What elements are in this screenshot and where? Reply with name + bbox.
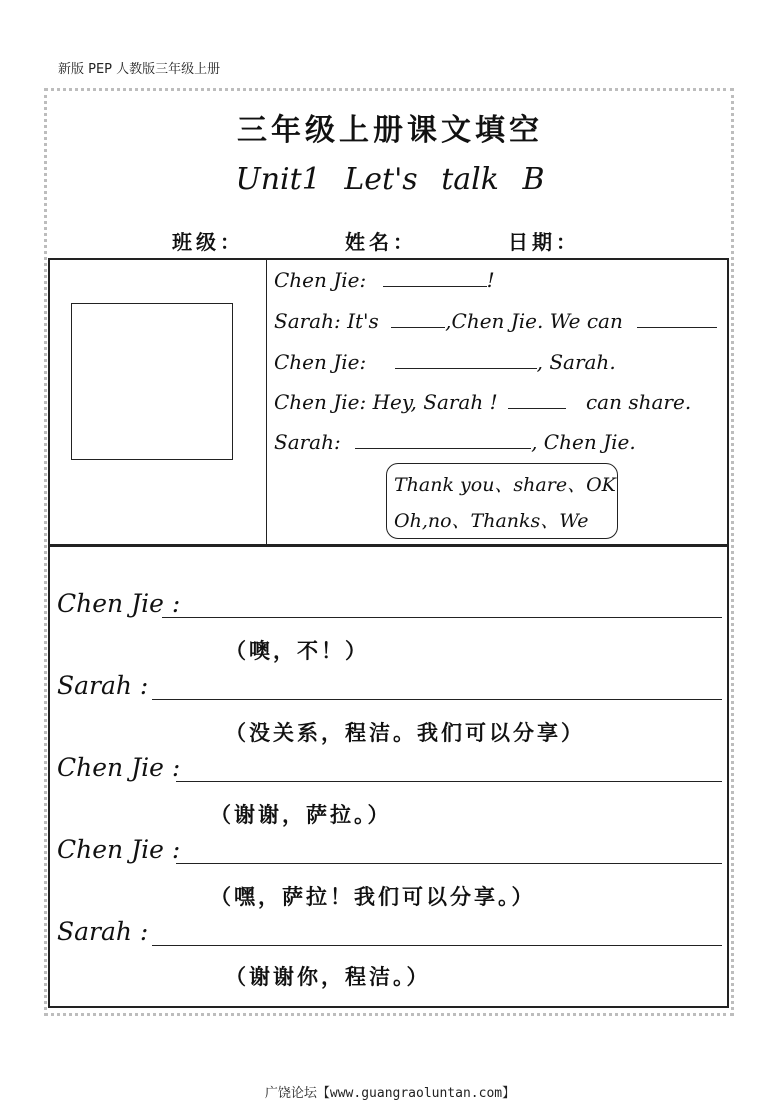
word-bank-line-2: Oh,no、Thanks、We	[394, 510, 589, 532]
chinese-hint: （谢谢你，程洁。）	[225, 964, 431, 989]
translation-section	[48, 545, 729, 1008]
header-note: 新版 PEP 人教版三年级上册	[58, 62, 221, 77]
page-title: 三年级上册课文填空	[237, 113, 543, 148]
answer-blank[interactable]	[355, 430, 531, 449]
answer-line[interactable]	[176, 863, 722, 864]
chinese-hint: （嘿，萨拉！我们可以分享。）	[210, 884, 536, 909]
dialog-tail: , Chen Jie.	[531, 430, 636, 454]
answer-line[interactable]	[162, 617, 722, 618]
chinese-hint: （谢谢，萨拉。）	[210, 802, 392, 827]
word-bank	[386, 463, 618, 539]
answer-blank[interactable]	[395, 350, 537, 369]
class-label: 班级：	[172, 230, 244, 254]
dialog-tail: , Sarah.	[536, 350, 616, 374]
answer-blank[interactable]	[508, 390, 566, 409]
dialog-line-5	[274, 430, 636, 454]
dialog-speaker: Chen Jie: Hey, Sarah !	[274, 390, 498, 414]
dialog-line-1	[274, 268, 495, 292]
chinese-hint: （没关系，程洁。我们可以分享）	[225, 720, 585, 745]
dialog-line-4	[274, 390, 691, 414]
dialog-section	[48, 258, 729, 546]
answer-blank[interactable]	[637, 309, 717, 328]
picture-box	[71, 303, 233, 460]
name-label: 姓名：	[345, 230, 417, 254]
page-subtitle: Unit1 Let's talk B	[235, 162, 545, 197]
dialog-tail: can share.	[585, 390, 692, 414]
footer-source: 广饶论坛【www.guangraoluntan.com】	[264, 1086, 516, 1101]
speaker-label: Chen Jie :	[57, 589, 181, 618]
dialog-line-3	[274, 350, 616, 374]
dialog-middle: ,Chen Jie. We can	[445, 309, 623, 333]
dialog-speaker: Sarah:	[274, 430, 341, 454]
dialog-speaker: Chen Jie:	[274, 350, 367, 374]
section-divider	[266, 260, 267, 544]
speaker-label: Chen Jie :	[57, 753, 181, 782]
speaker-label: Sarah :	[57, 671, 149, 700]
speaker-label: Chen Jie :	[57, 835, 181, 864]
chinese-hint: （噢，不！）	[225, 638, 369, 663]
dialog-speaker: Sarah: It's	[274, 309, 379, 333]
answer-blank[interactable]	[391, 309, 445, 328]
answer-line[interactable]	[152, 945, 722, 946]
dialog-line-2	[274, 309, 717, 333]
date-label: 日期：	[508, 230, 580, 254]
dialog-tail: !	[486, 268, 495, 292]
word-bank-line-1: Thank you、share、OK	[394, 474, 616, 496]
dialog-speaker: Chen Jie:	[274, 268, 367, 292]
answer-line[interactable]	[176, 781, 722, 782]
answer-line[interactable]	[152, 699, 722, 700]
speaker-label: Sarah :	[57, 917, 149, 946]
answer-blank[interactable]	[383, 268, 487, 287]
